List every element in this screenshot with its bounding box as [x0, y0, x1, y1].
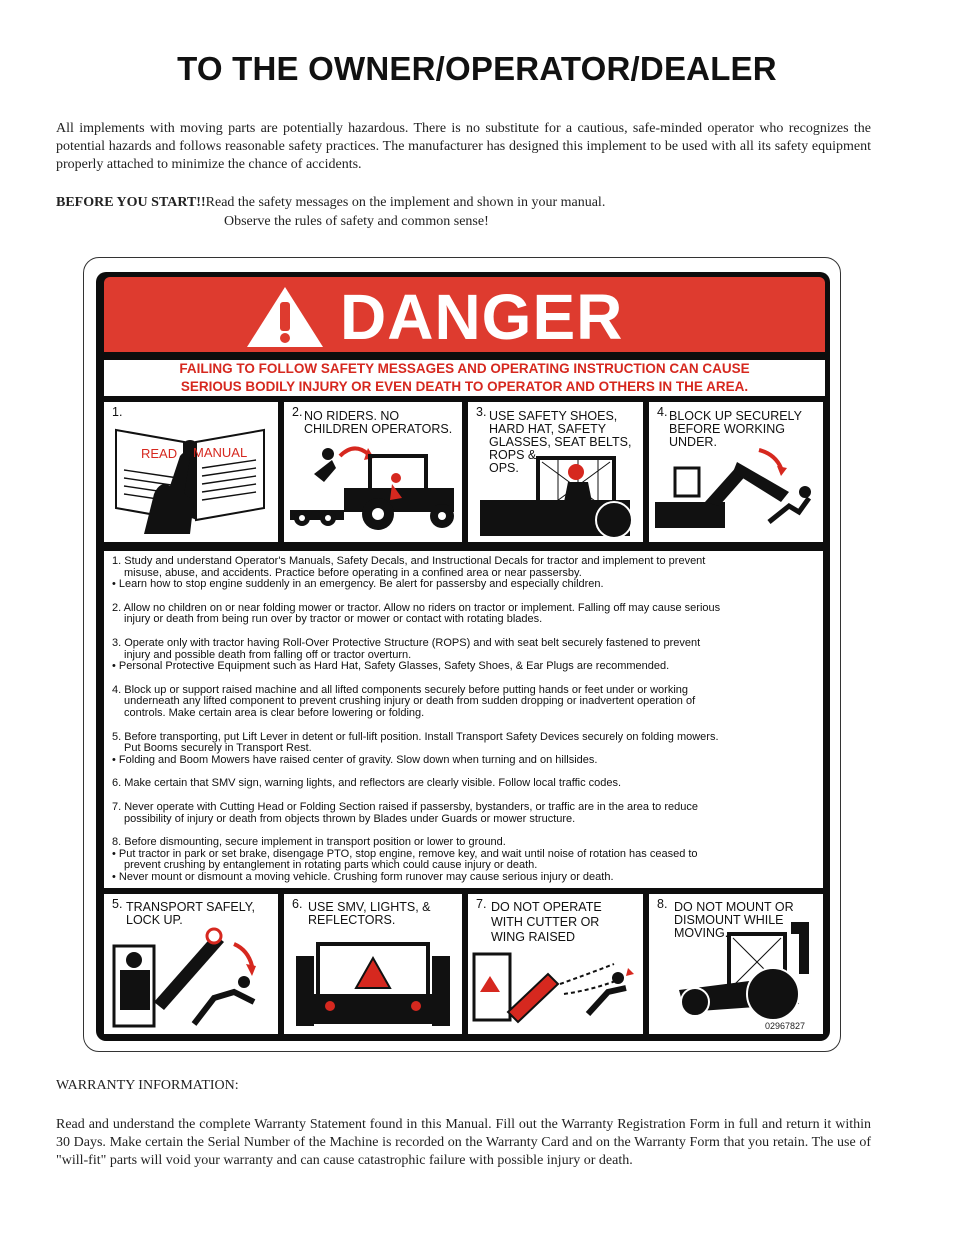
panel-read-manual [104, 402, 278, 542]
panel-2-line-1: NO RIDERS. NO [304, 409, 400, 423]
panel-6-line-2: REFLECTORS. [308, 913, 396, 927]
safety-rule-4 [112, 685, 812, 720]
panel-8-line-1: DO NOT MOUNT OR [674, 900, 794, 914]
panel-1-label: 1. [112, 405, 123, 419]
safety-rule-line: 1. Study and understand Operator's Manuals, Safety Decals, and Instructional Decals for tractor and implement to prevent [112, 555, 706, 567]
safety-rule-8 [112, 837, 812, 883]
safety-rule-line: 7. Never operate with Cutting Head or Folding Section raised if passersby, bystanders, or traffic are in the area to reduce [112, 800, 698, 813]
before-line-2: Observe the rules of safety and common sense! [224, 214, 489, 229]
warning-line-1: FAILING TO FOLLOW SAFETY MESSAGES AND OPERATING INSTRUCTION CAN CAUSE [179, 361, 750, 376]
read-manual-icon [104, 402, 278, 542]
panel-3-line-3: GLASSES, SEAT BELTS, [489, 435, 632, 449]
panel-7-line-3: WING RAISED [491, 930, 576, 944]
safety-rule-line: 8. Before dismounting, secure implement in transport position or lower to ground. [112, 836, 506, 849]
panel-7-label: 7. [476, 897, 487, 911]
panel-5-line-1: TRANSPORT SAFELY, [126, 900, 255, 914]
safety-rule-5 [112, 732, 812, 767]
safety-rule-2 [112, 603, 812, 626]
panel-transport [104, 894, 278, 1034]
safety-rules-list [112, 556, 812, 895]
panel-smv [284, 894, 462, 1034]
panel-2-label: 2. [292, 405, 303, 419]
warning-line-2: SERIOUS BODILY INJURY OR EVEN DEATH TO OPERATOR AND OTHERS IN THE AREA. [180, 379, 749, 394]
safety-rule-line: 5. Before transporting, put Lift Lever in detent or full-lift position. Install Transport Safety Devices securely on folding mowers. [112, 730, 719, 743]
panel-3-line-4: ROPS & [489, 448, 537, 462]
book-read-label: READ [141, 446, 178, 461]
before-label: BEFORE YOU START!! [56, 195, 206, 210]
panel-no-mount [649, 894, 823, 1034]
panel-5-label: 5. [112, 897, 123, 911]
safety-rule-line: 3. Operate only with tractor having Roll-Over Protective Structure (ROPS) and with seat belt securely fastened to prevent [112, 636, 701, 649]
danger-heading: DANGER [340, 281, 624, 353]
panel-6-label: 6. [292, 897, 303, 911]
safety-rule-line: prevent crushing by entanglement in rotating parts which could cause injury or death. [124, 859, 538, 872]
safety-rule-line: 4. Block up or support raised machine and all lifted components securely before putting hands or feet under or working [112, 683, 688, 696]
safety-rule-line: 2. Allow no children on or near folding mower or tractor. Allow no riders on tractor or implement. Falling off may cause serious [112, 601, 721, 614]
safety-rule-6 [112, 778, 812, 790]
safety-rule-line: underneath any lifted component to prevent crushing injury or death from sudden dropping or inadvertent operation of [124, 695, 696, 708]
panel-4-line-2: BEFORE WORKING [669, 422, 785, 436]
panel-3-line-5: OPS. [489, 461, 519, 475]
panel-4-line-3: UNDER. [669, 435, 717, 449]
panel-3-line-1: USE SAFETY SHOES, [489, 409, 618, 423]
safety-rule-3 [112, 638, 812, 673]
warranty-title: WARRANTY INFORMATION: [56, 1078, 239, 1093]
before-line-1: Read the safety messages on the implement and shown in your manual. [205, 195, 606, 210]
safety-rule-1 [112, 556, 812, 591]
before-you-start [56, 193, 605, 231]
panel-2-line-2: CHILDREN OPERATORS. [304, 422, 453, 436]
panel-7-line-2: WITH CUTTER OR [491, 915, 600, 929]
safety-rule-line: • Folding and Boom Mowers have raised center of gravity. Slow down when turning and on hillsides. [112, 753, 598, 766]
warning-triangle-icon [244, 284, 326, 350]
panel-4-line-1: BLOCK UP SECURELY [669, 409, 802, 423]
panel-3-line-2: HARD HAT, SAFETY [489, 422, 607, 436]
safety-rule-line: 6. Make certain that SMV sign, warning lights, and reflectors are clearly visible. Follow local traffic codes. [112, 777, 622, 790]
safety-rule-line: • Learn how to stop engine suddenly in an emergency. Be alert for passersby and especially children. [112, 578, 604, 591]
decal-part-number: 02967827 [765, 1021, 806, 1031]
panel-4-label: 4. [657, 405, 668, 419]
panel-7-line-1: DO NOT OPERATE [491, 900, 602, 914]
book-manual-label: MANUAL [193, 445, 248, 460]
safety-rule-line: injury and possible death from falling off or tractor overturn. [124, 648, 412, 661]
panel-8-line-3: MOVING. [674, 926, 729, 940]
safety-rule-line: • Never mount or dismount a moving vehicle. Crushing form runover may cause serious injury or death. [112, 870, 614, 883]
panel-no-riders [284, 402, 462, 542]
safety-rule-line: • Personal Protective Equipment such as Hard Hat, Safety Glasses, Safety Shoes, & Ear Plugs are recommended. [112, 660, 670, 673]
safety-rules-box [104, 551, 823, 888]
page-title: TO THE OWNER/OPERATOR/DEALER [177, 50, 777, 87]
panel-8-label: 8. [657, 897, 668, 911]
panel-8-line-2: DISMOUNT WHILE [674, 913, 784, 927]
safety-rule-line: injury or death from being run over by tractor or mower or contact with rotating blades. [124, 613, 543, 626]
intro-paragraph: All implements with moving parts are potentially hazardous. There is no substitute for a cautious, safe-minded operator who recognizes the potential hazards and follows reasonable safety practices. The manufacturer has designed this implement to be used with all its safety equipment properly attached to minimize the chance of accidents. [56, 121, 871, 172]
safety-rule-7 [112, 802, 812, 825]
safety-rule-line: • Put tractor in park or set brake, disengage PTO, stop engine, remove key, and wait until noise of rotation has ceased to [112, 847, 698, 860]
panel-block-up [649, 402, 823, 542]
danger-warning-box [104, 360, 825, 396]
safety-rule-line: controls. Make certain area is clear before lowering or folding. [124, 706, 425, 719]
safety-rule-line: misuse, abuse, and accidents. Practice before operating in a confined area or near passersby. [124, 566, 582, 579]
panel-6-line-1: USE SMV, LIGHTS, & [308, 900, 431, 914]
warranty-text: Read and understand the complete Warranty Statement found in this Manual. Fill out the Warranty Registration Form in full and return it within 30 Days. Make certain the Serial Number of the Machine is recorded on the Warranty Card and on the Warranty Form that you retain. The use of "will-fit" parts will void your warranty and can cause catastrophic failure with possible injury or death. [56, 1117, 871, 1168]
panel-safety-gear [468, 402, 643, 542]
safety-rule-line: Put Booms securely in Transport Rest. [124, 742, 312, 755]
panel-3-label: 3. [476, 405, 487, 419]
safety-rule-line: possibility of injury or death from objects thrown by Blades under Guards or mower structure. [124, 812, 576, 825]
panel-cutter-raised [468, 894, 643, 1034]
panel-5-line-2: LOCK UP. [126, 913, 183, 927]
